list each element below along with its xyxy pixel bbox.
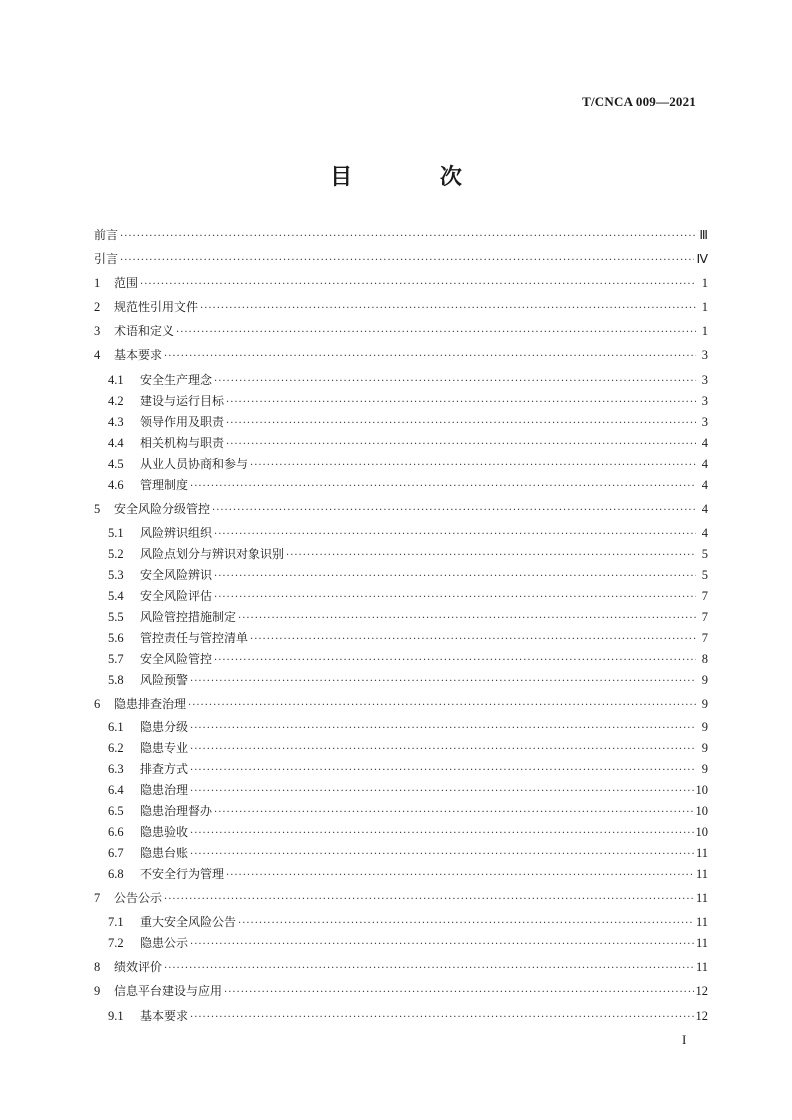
toc-entry-number: 8 <box>94 960 101 974</box>
toc-entry <box>108 913 708 931</box>
toc-entry <box>108 865 708 883</box>
toc-entry-page: 9 <box>701 697 708 711</box>
toc-leader-dots <box>190 741 696 759</box>
toc-entry-label: 隐患分级 <box>140 720 189 734</box>
toc-entry-number: 5.8 <box>108 673 124 687</box>
toc-entry <box>94 889 708 907</box>
toc-entry-label: 风险管控措施制定 <box>140 610 237 624</box>
toc-leader-dots <box>212 502 696 520</box>
toc-entry-label: 安全风险管控 <box>140 652 213 666</box>
toc-entry-number: 6.5 <box>108 804 124 818</box>
toc-entry-label: 安全风险辨识 <box>140 568 213 582</box>
toc-entry <box>108 781 708 799</box>
toc-leader-dots <box>214 589 696 607</box>
toc-entry-label: 引言 <box>94 252 119 266</box>
toc-entry <box>94 274 708 292</box>
toc-leader-dots <box>190 1009 693 1027</box>
toc-entry <box>108 823 708 841</box>
toc-entry-label: 风险点划分与辨识对象识别 <box>140 547 285 561</box>
toc-entry-number: 3 <box>94 324 101 338</box>
toc-leader-dots <box>238 610 696 628</box>
toc-entry-label: 基本要求 <box>140 1009 189 1023</box>
toc-entry-label: 领导作用及职责 <box>140 415 225 429</box>
toc-entry-number: 5.2 <box>108 547 124 561</box>
toc-leader-dots <box>164 348 696 366</box>
toc-entry-label: 前言 <box>94 228 119 242</box>
toc-leader-dots <box>286 547 696 565</box>
toc-leader-dots <box>190 762 696 780</box>
toc-entry-label: 隐患专业 <box>140 741 189 755</box>
toc-entry <box>94 695 708 713</box>
toc-leader-dots <box>226 867 694 885</box>
toc-entry-number: 6.3 <box>108 762 124 776</box>
toc-entry-label: 术语和定义 <box>114 324 175 338</box>
toc-entry <box>108 413 708 431</box>
toc-entry-label: 绩效评价 <box>114 960 163 974</box>
toc-entry-number: 6 <box>94 697 101 711</box>
toc-entry-page: 9 <box>701 720 708 734</box>
toc-entry-page: 7 <box>701 589 708 603</box>
toc-entry-number: 9 <box>94 984 101 998</box>
toc-entry-number: 4.4 <box>108 436 124 450</box>
toc-entry-page: 10 <box>695 804 708 818</box>
toc-leader-dots <box>190 846 694 864</box>
toc-entry <box>94 250 708 268</box>
toc-entry-page: 5 <box>701 547 708 561</box>
toc-entry-page: 9 <box>701 673 708 687</box>
toc-leader-dots <box>188 697 696 715</box>
toc-entry <box>108 587 708 605</box>
toc-entry-number: 4.2 <box>108 394 124 408</box>
toc-leader-dots <box>214 568 696 586</box>
toc-entry-number: 5.5 <box>108 610 124 624</box>
toc-leader-dots <box>120 228 696 246</box>
toc-leader-dots <box>214 373 696 391</box>
toc-leader-dots <box>140 276 696 294</box>
toc-entry-page: 4 <box>701 478 708 492</box>
toc-entry-page: Ⅲ <box>699 228 708 242</box>
toc-entry-page: 9 <box>701 741 708 755</box>
toc-leader-dots <box>214 526 696 544</box>
toc-entry <box>108 545 708 563</box>
toc-entry-label: 隐患治理 <box>140 783 189 797</box>
toc-entry-page: 3 <box>701 415 708 429</box>
toc-leader-dots <box>190 673 696 691</box>
toc-entry-page: 10 <box>695 825 708 839</box>
toc-entry-number: 5.6 <box>108 631 124 645</box>
toc-entry <box>108 650 708 668</box>
toc-entry <box>108 1007 708 1025</box>
toc-entry-number: 4.5 <box>108 457 124 471</box>
toc-leader-dots <box>224 984 693 1002</box>
toc-entry-page: 12 <box>695 984 708 998</box>
toc-entry-label: 管控责任与管控清单 <box>140 631 249 645</box>
toc-entry-page: 4 <box>701 436 708 450</box>
toc-entry-number: 6.2 <box>108 741 124 755</box>
toc-entry <box>94 982 708 1000</box>
toc-entry <box>108 434 708 452</box>
toc-entry-label: 不安全行为管理 <box>140 867 225 881</box>
toc-entry-page: 9 <box>701 762 708 776</box>
toc-entry <box>94 500 708 518</box>
toc-entry-label: 管理制度 <box>140 478 189 492</box>
toc-entry-label: 公告公示 <box>114 891 163 905</box>
toc-leader-dots <box>190 720 696 738</box>
toc-leader-dots <box>190 825 693 843</box>
toc-entry-page: 4 <box>701 526 708 540</box>
toc-entry-page: 3 <box>701 373 708 387</box>
toc-entry-page: 11 <box>695 867 708 881</box>
toc-entry <box>94 958 708 976</box>
toc-entry <box>108 739 708 757</box>
toc-leader-dots <box>238 915 694 933</box>
toc-entry-number: 7.1 <box>108 915 124 929</box>
toc-entry <box>108 524 708 542</box>
toc-entry-label: 安全风险评估 <box>140 589 213 603</box>
toc-entry <box>108 566 708 584</box>
toc-entry-number: 7 <box>94 891 101 905</box>
toc-entry-number: 5.7 <box>108 652 124 666</box>
page-title: 目 次 <box>330 165 502 190</box>
toc-entry-page: 4 <box>701 457 708 471</box>
toc-entry-label: 建设与运行目标 <box>140 394 225 408</box>
toc-leader-dots <box>214 804 693 822</box>
toc-entry-number: 4 <box>94 348 101 362</box>
toc-entry <box>108 371 708 389</box>
toc-entry-number: 5.4 <box>108 589 124 603</box>
toc-leader-dots <box>250 457 696 475</box>
toc-entry-number: 6.4 <box>108 783 124 797</box>
toc-leader-dots <box>190 783 693 801</box>
toc-entry-number: 5.3 <box>108 568 124 582</box>
toc-leader-dots <box>250 631 696 649</box>
toc-entry <box>108 608 708 626</box>
toc-entry-number: 2 <box>94 300 101 314</box>
toc-entry <box>94 346 708 364</box>
toc-entry <box>94 226 708 244</box>
toc-leader-dots <box>164 960 694 978</box>
toc-entry-page: 1 <box>701 324 708 338</box>
toc-entry-page: 12 <box>695 1009 708 1023</box>
toc-entry-label: 隐患治理督办 <box>140 804 213 818</box>
toc-entry-page: 3 <box>701 348 708 362</box>
toc-entry-number: 4.3 <box>108 415 124 429</box>
toc-entry-page: 11 <box>695 846 708 860</box>
toc-leader-dots <box>164 891 694 909</box>
toc-entry-number: 7.2 <box>108 936 124 950</box>
toc-entry <box>108 802 708 820</box>
toc-entry-page: 1 <box>701 276 708 290</box>
toc-entry-page: 10 <box>695 783 708 797</box>
toc-entry <box>108 476 708 494</box>
toc-leader-dots <box>214 652 696 670</box>
toc-entry-label: 风险辨识组织 <box>140 526 213 540</box>
toc-entry-page: Ⅳ <box>696 252 708 266</box>
toc-entry-page: 8 <box>701 652 708 666</box>
toc-entry-number: 6.7 <box>108 846 124 860</box>
toc-entry-page: 5 <box>701 568 708 582</box>
toc-leader-dots <box>226 436 696 454</box>
toc-entry-number: 6.1 <box>108 720 124 734</box>
toc-entry-page: 7 <box>701 610 708 624</box>
toc-entry-label: 安全生产理念 <box>140 373 213 387</box>
toc-entry-page: 11 <box>695 915 708 929</box>
toc-entry-number: 6.8 <box>108 867 124 881</box>
toc-leader-dots <box>226 394 696 412</box>
toc-entry <box>108 671 708 689</box>
toc-entry-label: 信息平台建设与应用 <box>114 984 223 998</box>
toc-entry <box>108 629 708 647</box>
toc-entry <box>108 844 708 862</box>
toc-entry-label: 排查方式 <box>140 762 189 776</box>
toc-entry-label: 隐患台账 <box>140 846 189 860</box>
toc-entry-page: 3 <box>701 394 708 408</box>
toc-entry-label: 范围 <box>114 276 139 290</box>
toc-entry-number: 4.1 <box>108 373 124 387</box>
toc-entry <box>94 322 708 340</box>
toc-entry-page: 11 <box>695 936 708 950</box>
toc-entry <box>108 455 708 473</box>
standard-number: T/CNCA 009—2021 <box>582 94 696 109</box>
toc-leader-dots <box>176 324 696 342</box>
toc-entry-label: 风险预警 <box>140 673 189 687</box>
toc-entry-label: 安全风险分级管控 <box>114 502 211 516</box>
toc-entry-label: 基本要求 <box>114 348 163 362</box>
toc-entry <box>108 934 708 952</box>
toc-entry-label: 从业人员协商和参与 <box>140 457 249 471</box>
toc-entry-page: 11 <box>695 960 708 974</box>
toc-entry-page: 4 <box>701 502 708 516</box>
toc-entry-label: 隐患公示 <box>140 936 189 950</box>
toc-entry-number: 4.6 <box>108 478 124 492</box>
toc-entry <box>108 760 708 778</box>
toc-entry-label: 重大安全风险公告 <box>140 915 237 929</box>
toc-entry-number: 6.6 <box>108 825 124 839</box>
toc-entry-page: 7 <box>701 631 708 645</box>
toc-leader-dots <box>190 936 694 954</box>
toc-leader-dots <box>190 478 696 496</box>
toc-entry <box>108 392 708 410</box>
toc-leader-dots <box>120 252 694 270</box>
toc-entry-label: 隐患验收 <box>140 825 189 839</box>
toc-entry <box>94 298 708 316</box>
toc-entry-label: 隐患排查治理 <box>114 697 187 711</box>
toc-entry <box>108 718 708 736</box>
toc-entry-number: 5.1 <box>108 526 124 540</box>
toc-entry-number: 9.1 <box>108 1009 124 1023</box>
toc-entry-page: 1 <box>701 300 708 314</box>
toc-entry-number: 1 <box>94 276 101 290</box>
toc-leader-dots <box>200 300 696 318</box>
page-folio: I <box>682 1032 687 1047</box>
toc-entry-page: 11 <box>695 891 708 905</box>
toc-entry-label: 相关机构与职责 <box>140 436 225 450</box>
toc-leader-dots <box>226 415 696 433</box>
toc-entry-label: 规范性引用文件 <box>114 300 199 314</box>
toc-entry-number: 5 <box>94 502 101 516</box>
